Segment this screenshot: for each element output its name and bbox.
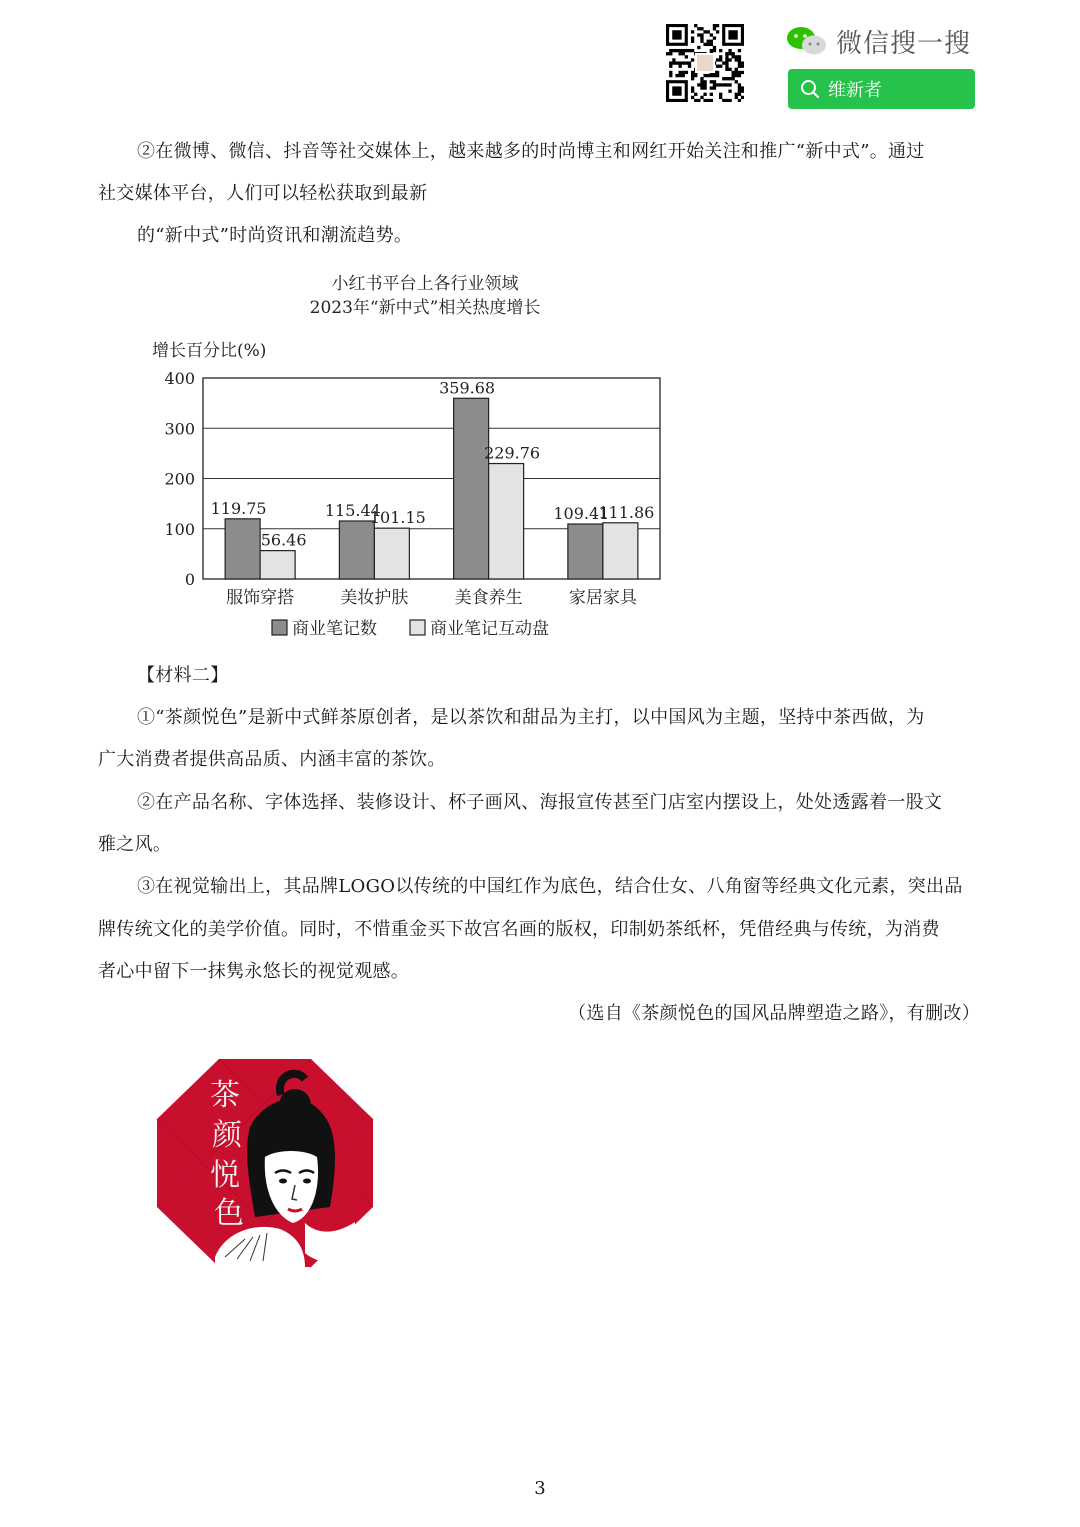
chart-legend: [272, 619, 549, 639]
bar: [454, 398, 489, 579]
logo-char-3: 悦: [210, 1158, 240, 1193]
chart-bars: [211, 378, 655, 608]
wechat-logo-icon: [786, 25, 828, 57]
y-tick-label: 400: [164, 369, 195, 388]
search-title-text: 微信搜一搜: [836, 28, 972, 59]
y-axis-label: 增长百分比(%): [152, 341, 267, 361]
chart-title: 小红书平台上各行业领域: [331, 274, 519, 294]
bar-value-label: 111.86: [598, 502, 655, 522]
chart-subtitle: 2023年“新中式”相关热度增长: [309, 298, 541, 318]
search-icon: [800, 79, 820, 99]
paragraph-line: ③在视觉输出上，其品牌LOGO以传统的中国红作为底色，结合仕女、八角窗等经典文化元素，突出品: [137, 876, 963, 897]
source-citation: （选自《茶颜悦色的国风品牌塑造之路》，有删改）: [568, 1003, 980, 1024]
paragraph-line: 广大消费者提供高品质、内涵丰富的茶饮。: [98, 749, 446, 770]
y-tick-label: 100: [164, 519, 195, 539]
y-tick-label: 200: [164, 469, 195, 489]
bar: [489, 464, 524, 579]
logo-char-2: 颜: [212, 1118, 242, 1153]
x-tick-label: 美食养生: [454, 588, 523, 608]
paragraph-line: 社交媒体平台，人们可以轻松获取到最新: [98, 183, 428, 204]
paragraph-line: ②在微博、微信、抖音等社交媒体上，越来越多的时尚博主和网红开始关注和推广“新中式”。通过: [137, 141, 925, 162]
wechat-search-title: [786, 20, 971, 62]
bar: [225, 519, 260, 579]
x-tick-label: 家居家具: [568, 588, 637, 608]
x-tick-label: 美妆护肤: [340, 588, 409, 608]
paragraph-line: ②在产品名称、字体选择、装修设计、杯子画风、海报宣传甚至门店室内摆设上，处处透露着一股文: [137, 792, 943, 813]
bar-value-label: 101.15: [369, 508, 426, 528]
paragraph-line: 的“新中式”时尚资讯和潮流趋势。: [137, 225, 413, 246]
bar: [568, 524, 603, 579]
x-tick-label: 服饰穿搭: [226, 588, 295, 608]
paragraph-line: 牌传统文化的美学价值。同时，不惜重金买下故宫名画的版权，印制奶茶纸杯，凭借经典与传统，为消费: [98, 919, 940, 940]
page-number: 3: [534, 1478, 546, 1499]
qr-code: [666, 24, 744, 102]
legend-swatch: [410, 620, 425, 635]
bar: [260, 551, 295, 579]
section-title: 【材料二】: [137, 665, 229, 686]
y-tick-label: 300: [164, 419, 195, 439]
search-term: 维新者: [828, 80, 882, 101]
paragraph-line: 者心中留下一抹隽永悠长的视觉观感。: [98, 961, 410, 982]
bar-value-label: 109.41: [553, 504, 610, 524]
legend-swatch: [272, 620, 287, 635]
bar-value-label: 115.44: [324, 500, 381, 520]
search-button[interactable]: [788, 69, 975, 109]
logo-char-1: 茶: [210, 1078, 240, 1113]
bar-chart: [140, 262, 680, 652]
bar-value-label: 359.68: [439, 378, 496, 398]
logo-char-4: 色: [214, 1196, 244, 1231]
brand-logo: [155, 1057, 375, 1269]
bar-value-label: 56.46: [260, 530, 307, 550]
bar-value-label: 119.75: [210, 498, 267, 518]
paragraph-line: ①“茶颜悦色”是新中式鲜茶原创者，是以茶饮和甜品为主打，以中国风为主题，坚持中茶西做，为: [137, 707, 925, 728]
y-tick-label: 0: [184, 570, 195, 589]
bar: [603, 523, 638, 579]
bar: [374, 528, 409, 579]
legend-label: 商业笔记互动盘: [430, 619, 549, 639]
bar: [339, 521, 374, 579]
legend-label: 商业笔记数: [292, 619, 377, 639]
paragraph-line: 雅之风。: [98, 834, 172, 855]
bar-value-label: 229.76: [484, 443, 541, 463]
